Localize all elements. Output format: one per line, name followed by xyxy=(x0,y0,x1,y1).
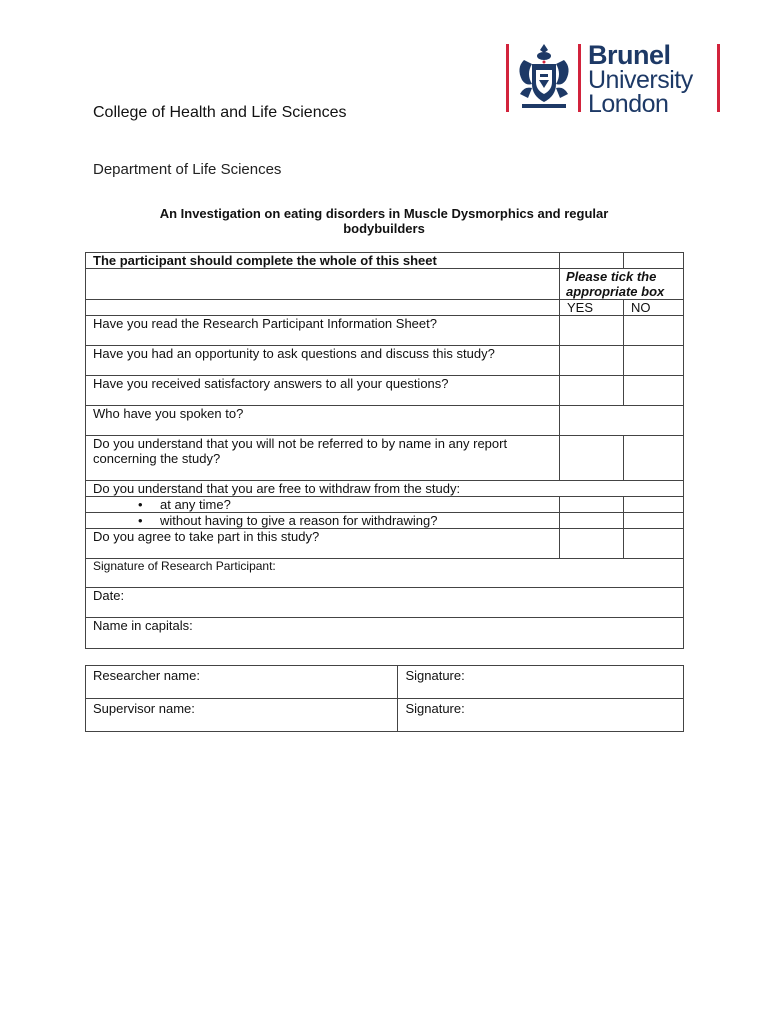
question-row xyxy=(86,376,684,406)
yes-no-row xyxy=(86,300,684,316)
logo-middle-bar xyxy=(578,44,581,112)
no-tick-box[interactable] xyxy=(624,497,684,513)
logo-line-1: Brunel xyxy=(588,40,671,70)
yes-tick-box[interactable] xyxy=(560,436,624,481)
withdraw-point-text: at any time? xyxy=(160,497,231,512)
yes-tick-box[interactable] xyxy=(560,529,624,559)
supervisor-signature-field[interactable]: Signature: xyxy=(398,699,684,732)
yes-header: YES xyxy=(560,300,624,316)
date-row xyxy=(86,588,684,618)
logo-wordmark xyxy=(588,42,693,117)
crest-icon xyxy=(514,42,574,116)
no-tick-box[interactable] xyxy=(624,529,684,559)
supervisor-row xyxy=(86,699,684,732)
question-text: Who have you spoken to? xyxy=(86,406,560,436)
yes-tick-box[interactable] xyxy=(560,316,624,346)
question-row xyxy=(86,346,684,376)
withdraw-point-row xyxy=(86,497,684,513)
bullet-icon: • xyxy=(138,497,143,512)
logo-left-bar xyxy=(506,44,509,112)
logo-line-2: University xyxy=(588,66,693,94)
withdraw-point-row xyxy=(86,513,684,529)
instruction-text: The participant should complete the whole of this sheet xyxy=(86,253,560,269)
no-header: NO xyxy=(624,300,684,316)
no-tick-box[interactable] xyxy=(624,376,684,406)
signature-row xyxy=(86,559,684,588)
question-row xyxy=(86,316,684,346)
researcher-name-field[interactable]: Researcher name: xyxy=(86,666,398,699)
no-tick-box[interactable] xyxy=(624,316,684,346)
participant-signature-field[interactable]: Signature of Research Participant: xyxy=(86,559,684,588)
yes-tick-box[interactable] xyxy=(560,376,624,406)
withdraw-point xyxy=(86,497,560,513)
logo-line-3: London xyxy=(588,90,669,118)
blank-cell xyxy=(86,269,560,300)
question-text: Have you had an opportunity to ask questions and discuss this study? xyxy=(86,346,560,376)
blank-cell xyxy=(86,300,560,316)
spoken-to-answer-box[interactable] xyxy=(560,406,684,436)
researcher-row xyxy=(86,666,684,699)
blank-cell xyxy=(624,253,684,269)
study-title: An Investigation on eating disorders in Muscle Dysmorphics and regular bodybuilders xyxy=(159,206,609,236)
question-text: Do you agree to take part in this study? xyxy=(86,529,560,559)
question-text: Do you understand that you will not be referred to by name in any report concerning the study? xyxy=(86,436,560,481)
supervisor-name-field[interactable]: Supervisor name: xyxy=(86,699,398,732)
no-tick-box[interactable] xyxy=(624,513,684,529)
yes-tick-box[interactable] xyxy=(560,513,624,529)
date-field[interactable]: Date: xyxy=(86,588,684,618)
bullet-icon: • xyxy=(138,513,143,528)
name-row xyxy=(86,618,684,649)
college-heading: College of Health and Life Sciences xyxy=(93,104,347,121)
yes-tick-box[interactable] xyxy=(560,346,624,376)
department-heading: Department of Life Sciences xyxy=(93,161,282,178)
question-row xyxy=(86,436,684,481)
yes-tick-box[interactable] xyxy=(560,497,624,513)
withdraw-point-text: without having to give a reason for withdrawing? xyxy=(160,513,438,528)
tick-header-row xyxy=(86,269,684,300)
researcher-signature-field[interactable]: Signature: xyxy=(398,666,684,699)
no-tick-box[interactable] xyxy=(624,346,684,376)
staff-table xyxy=(85,665,684,732)
question-row xyxy=(86,481,684,497)
logo-right-bar xyxy=(717,44,720,112)
question-text: Do you understand that you are free to withdraw from the study: xyxy=(86,481,684,497)
instruction-row xyxy=(86,253,684,269)
question-text: Have you read the Research Participant Information Sheet? xyxy=(86,316,560,346)
blank-cell xyxy=(560,253,624,269)
tick-header: Please tick the appropriate box xyxy=(560,269,684,300)
question-text: Have you received satisfactory answers to all your questions? xyxy=(86,376,560,406)
question-row xyxy=(86,406,684,436)
withdraw-point xyxy=(86,513,560,529)
name-in-capitals-field[interactable]: Name in capitals: xyxy=(86,618,684,649)
brunel-logo xyxy=(506,42,722,118)
no-tick-box[interactable] xyxy=(624,436,684,481)
question-row xyxy=(86,529,684,559)
consent-table xyxy=(85,252,684,649)
